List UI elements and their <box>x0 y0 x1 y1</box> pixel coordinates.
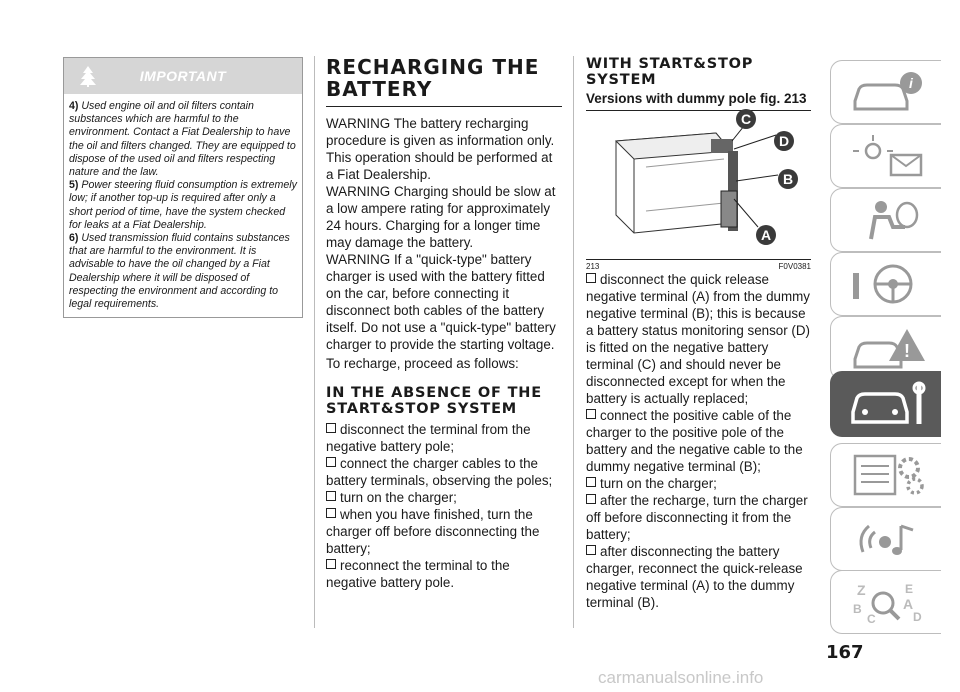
checkbox-icon <box>326 559 336 569</box>
svg-text:E: E <box>905 582 914 596</box>
note-5: 5) Power steering fluid consumption is extremely low; if another top-up is required after only a short period of time, have the system checked for leaks at a Fiat Dealership. <box>69 179 297 231</box>
page-number: 167 <box>826 642 864 663</box>
lights-warnings-icon <box>849 133 929 179</box>
tab-multimedia[interactable] <box>830 507 941 571</box>
label-d: D <box>774 131 794 151</box>
step-2: connect the charger cables to the battery terminals, observing the poles; <box>326 456 553 488</box>
safety-airbag-icon <box>849 197 929 243</box>
tab-technical-data[interactable] <box>830 443 941 507</box>
warning-3: WARNING If a "quick-type" battery charger is used with the battery fitted on the car, before connecting it disconnect both cables of the battery itself. Do not use a "quick-type" battery charger to provide the starting voltage. <box>326 252 556 352</box>
important-box <box>63 57 303 318</box>
right-step-4: after the recharge, turn the charger off before disconnecting it from the battery; <box>586 493 808 542</box>
right-step-3: turn on the charger; <box>586 475 811 492</box>
svg-text:i: i <box>909 75 913 91</box>
figure-caption <box>586 262 811 271</box>
note-4: 4) Used engine oil and oil filters contain substances which are harmful to the environment. Contact a Fiat Dealership to have the oil and filters changed. They are equipped to dispose of the used oil and filters respecting nature and the law. <box>69 100 296 179</box>
important-title: IMPORTANT <box>139 68 227 84</box>
right-step-2: connect the positive cable of the charger to the positive pole of the battery and the negative cable to the dummy negative terminal (B); <box>586 408 803 474</box>
step-4: when you have finished, turn the charger off before disconnecting the battery; <box>326 507 540 556</box>
label-a: A <box>756 225 776 245</box>
checkbox-icon <box>586 477 596 487</box>
right-column <box>586 56 811 611</box>
label-c: C <box>736 109 756 129</box>
steering-wheel-icon <box>849 261 929 307</box>
svg-text:C: C <box>867 612 876 625</box>
startstop-title-2: SYSTEM <box>586 72 657 88</box>
tab-index[interactable] <box>830 570 941 634</box>
car-info-icon <box>849 69 929 115</box>
column-divider-2 <box>573 56 574 628</box>
note-6: 6) Used transmission fluid contains substances that are harmful to the environment. It is advisable to have the oil changed by a Fiat Dealership where it will be disposed of respecting the environment and according to legal requirements. <box>69 232 290 311</box>
label-b: B <box>778 169 798 189</box>
watermark: carmanualsonline.info <box>598 668 764 687</box>
svg-text:B: B <box>853 602 862 616</box>
checkbox-icon <box>326 457 336 467</box>
right-step-1: disconnect the quick release negative terminal (A) from the dummy negative terminal (B); this is because a battery status monitoring sensor (D) is fitted on the negative battery terminal (C) and should never be disconnected except for when the battery is actually replaced; <box>586 272 811 406</box>
maintenance-icon <box>849 380 929 426</box>
step-1: disconnect the terminal from the negative battery pole; <box>326 422 531 454</box>
middle-column <box>326 56 562 591</box>
tab-maintenance[interactable] <box>830 371 941 437</box>
checkbox-icon <box>586 545 596 555</box>
step-3: turn on the charger; <box>326 489 562 506</box>
checkbox-icon <box>586 494 596 504</box>
checkbox-icon <box>326 423 336 433</box>
recharging-title-1: RECHARGING THE <box>326 55 540 79</box>
recharging-title-2: BATTERY <box>326 77 433 101</box>
checkbox-icon <box>586 273 596 283</box>
section-title-1: IN THE ABSENCE OF THE <box>326 385 542 401</box>
right-step-5: after disconnecting the battery charger, reconnect the quick-release negative terminal (A) to the dummy terminal (B). <box>586 544 803 610</box>
section-title-2: START&STOP SYSTEM <box>326 401 518 417</box>
environment-tree-icon <box>76 64 100 88</box>
warning-1: WARNING The battery recharging procedure is given as information only. This operation should be performed at a Fiat Dealership. <box>326 116 555 182</box>
checkbox-icon <box>326 508 336 518</box>
tab-safety[interactable] <box>830 188 941 252</box>
tab-lights-warnings[interactable] <box>830 124 941 188</box>
startstop-title-1: WITH START&STOP <box>586 56 754 72</box>
versions-subtitle: Versions with dummy pole fig. 213 <box>586 91 807 106</box>
svg-text:!: ! <box>904 341 910 361</box>
tab-car-info[interactable] <box>830 60 941 124</box>
battery-figure <box>586 111 811 259</box>
emergency-icon <box>849 325 929 371</box>
checkbox-icon <box>586 409 596 419</box>
procedure-intro: To recharge, proceed as follows: <box>326 356 519 371</box>
column-divider-1 <box>314 56 315 628</box>
multimedia-icon <box>849 516 929 562</box>
step-5: reconnect the terminal to the negative battery pole. <box>326 558 510 590</box>
tab-driving[interactable] <box>830 252 941 316</box>
svg-text:A: A <box>903 596 914 612</box>
index-icon <box>849 579 929 625</box>
figure-number: 213 <box>586 262 600 271</box>
warning-2: WARNING Charging should be slow at a low ampere rating for approximately 24 hours. Charging for a longer time may damage the battery. <box>326 184 556 250</box>
technical-data-icon <box>849 452 929 498</box>
figure-code: F0V0381 <box>778 262 811 271</box>
figure-bottom-rule <box>586 259 811 260</box>
important-header <box>64 58 302 94</box>
checkbox-icon <box>326 491 336 501</box>
svg-text:Z: Z <box>857 582 866 598</box>
important-notes <box>64 94 302 317</box>
svg-text:D: D <box>913 610 922 624</box>
